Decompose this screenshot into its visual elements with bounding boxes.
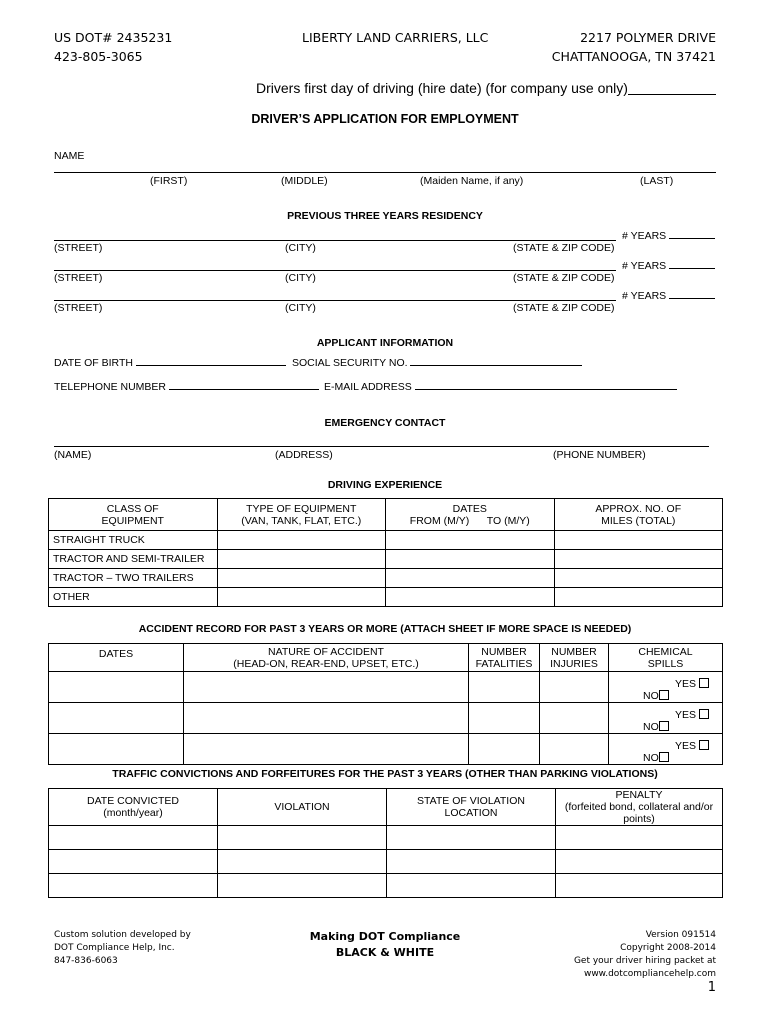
residency-state-caption-3: (STATE & ZIP CODE): [513, 302, 615, 314]
table-row: [49, 850, 723, 874]
traffic-cell-violation[interactable]: [218, 850, 387, 874]
driving-cell-dates[interactable]: [386, 531, 555, 550]
company-address-line2: CHATTANOOGA, TN 37421: [551, 49, 716, 64]
company-phone: 423-805-3065: [54, 49, 143, 64]
driving-row-label: TRACTOR – TWO TRAILERS: [49, 569, 218, 588]
traffic-heading: TRAFFIC CONVICTIONS AND FORFEITURES FOR THE PAST 3 YEARS (OTHER THAN PARKING VIOLATIONS): [112, 768, 658, 780]
page-number: 1: [707, 980, 716, 995]
footer-phone: 847-836-6063: [54, 956, 118, 966]
residency-heading: PREVIOUS THREE YEARS RESIDENCY: [287, 210, 483, 222]
company-address-line1: 2217 POLYMER DRIVE: [580, 30, 716, 45]
accident-col-nature: NATURE OF ACCIDENT (HEAD-ON, REAR-END, UPSET, ETC.): [184, 644, 469, 672]
accident-cell-injuries[interactable]: [540, 734, 609, 765]
driving-row-label: STRAIGHT TRUCK: [49, 531, 218, 550]
accident-col-injuries: NUMBER INJURIES: [540, 644, 609, 672]
traffic-cell-date[interactable]: [49, 874, 218, 898]
residency-state-caption-2: (STATE & ZIP CODE): [513, 272, 615, 284]
hire-date-field[interactable]: [628, 94, 716, 95]
traffic-convictions-table: [48, 788, 723, 898]
accident-cell-date[interactable]: [49, 703, 184, 734]
traffic-cell-state[interactable]: [387, 850, 556, 874]
residency-city-caption-1: (CITY): [285, 242, 316, 254]
name-middle-caption: (MIDDLE): [281, 175, 328, 187]
name-field[interactable]: [54, 172, 716, 173]
footer-website: www.dotcompliancehelp.com: [583, 969, 716, 979]
emergency-heading: EMERGENCY CONTACT: [324, 417, 446, 429]
driving-cell-type[interactable]: [217, 588, 386, 607]
accident-cell-injuries[interactable]: [540, 672, 609, 703]
driving-cell-dates[interactable]: [386, 569, 555, 588]
driving-cell-dates[interactable]: [386, 550, 555, 569]
table-row: [49, 826, 723, 850]
footer-company: DOT Compliance Help, Inc.: [54, 943, 175, 953]
header-left: [54, 28, 172, 66]
dob-label: DATE OF BIRTH: [54, 357, 286, 369]
residency-state-caption-1: (STATE & ZIP CODE): [513, 242, 615, 254]
traffic-col-violation: VIOLATION: [218, 789, 387, 826]
traffic-col-penalty: PENALTY (forfeited bond, collateral and/or points): [556, 789, 723, 826]
residency-years-field-3[interactable]: [669, 298, 715, 299]
accident-col-fatalities: NUMBER FATALITIES: [469, 644, 540, 672]
accident-heading: ACCIDENT RECORD FOR PAST 3 YEARS OR MORE (ATTACH SHEET IF MORE SPACE IS NEEDED): [138, 623, 632, 635]
spills-no-checkbox[interactable]: [659, 752, 669, 762]
spills-cell: YES NO: [609, 672, 723, 703]
telephone-field[interactable]: [169, 389, 319, 390]
table-row: [49, 550, 723, 569]
residency-city-caption-3: (CITY): [285, 302, 316, 314]
form-title: DRIVER’S APPLICATION FOR EMPLOYMENT: [251, 112, 519, 126]
driving-row-label: TRACTOR AND SEMI-TRAILER: [49, 550, 218, 569]
traffic-cell-date[interactable]: [49, 850, 218, 874]
ssn-field[interactable]: [410, 365, 582, 366]
hire-date-label: Drivers first day of driving (hire date) (for company use only): [256, 80, 628, 96]
spills-yes-checkbox[interactable]: [699, 740, 709, 750]
applicant-heading: APPLICANT INFORMATION: [316, 337, 454, 349]
traffic-col-state: STATE OF VIOLATION LOCATION: [387, 789, 556, 826]
accident-record-table: [48, 643, 723, 765]
residency-street-caption-3: (STREET): [54, 302, 103, 314]
footer-tagline: Making DOT Compliance: [309, 930, 461, 943]
ssn-label: SOCIAL SECURITY NO.: [292, 357, 582, 369]
name-maiden-caption: (Maiden Name, if any): [420, 175, 524, 187]
name-first-caption: (FIRST): [150, 175, 188, 187]
driving-row-label: OTHER: [49, 588, 218, 607]
traffic-cell-state[interactable]: [387, 826, 556, 850]
residency-years-field-1[interactable]: [669, 238, 715, 239]
driving-cell-dates[interactable]: [386, 588, 555, 607]
driving-cell-type[interactable]: [217, 569, 386, 588]
traffic-header-row: [49, 789, 723, 826]
name-last-caption: (LAST): [640, 175, 674, 187]
email-label: E-MAIL ADDRESS: [324, 381, 677, 393]
accident-cell-nature[interactable]: [184, 703, 469, 734]
traffic-col-date: DATE CONVICTED (month/year): [49, 789, 218, 826]
residency-city-caption-2: (CITY): [285, 272, 316, 284]
accident-cell-date[interactable]: [49, 734, 184, 765]
footer-right: [574, 929, 716, 981]
traffic-cell-date[interactable]: [49, 826, 218, 850]
emergency-phone-caption: (PHONE NUMBER): [553, 449, 646, 461]
accident-cell-injuries[interactable]: [540, 703, 609, 734]
driving-cell-miles[interactable]: [554, 569, 722, 588]
spills-cell: YES NO: [609, 734, 723, 765]
company-name: LIBERTY LAND CARRIERS, LLC: [302, 30, 489, 45]
dot-number: US DOT# 2435231: [54, 30, 173, 45]
driving-cell-miles[interactable]: [554, 588, 722, 607]
accident-cell-date[interactable]: [49, 672, 184, 703]
spills-cell: YES NO: [609, 703, 723, 734]
table-row: [49, 703, 723, 734]
driving-col-class: CLASS OF EQUIPMENT: [49, 499, 218, 531]
traffic-cell-state[interactable]: [387, 874, 556, 898]
table-row: [49, 672, 723, 703]
residency-street-caption-1: (STREET): [54, 242, 103, 254]
residency-address-field-1[interactable]: [54, 240, 616, 241]
table-row: [49, 569, 723, 588]
table-row: [49, 531, 723, 550]
spills-no-checkbox[interactable]: [659, 721, 669, 731]
driving-experience-table: [48, 498, 723, 607]
accident-cell-nature[interactable]: [184, 734, 469, 765]
spills-yes-checkbox[interactable]: [699, 709, 709, 719]
emergency-name-caption: (NAME): [54, 449, 92, 461]
traffic-cell-violation[interactable]: [218, 874, 387, 898]
dob-field[interactable]: [136, 365, 286, 366]
accident-col-spills: CHEMICAL SPILLS: [609, 644, 723, 672]
footer-version: Version 091514: [645, 930, 716, 940]
emergency-contact-field[interactable]: [54, 446, 709, 447]
traffic-cell-penalty[interactable]: [556, 874, 723, 898]
accident-header-row: [49, 644, 723, 672]
traffic-cell-penalty[interactable]: [556, 826, 723, 850]
header-right: [552, 28, 716, 66]
driving-cell-miles[interactable]: [554, 550, 722, 569]
driving-cell-type[interactable]: [217, 531, 386, 550]
email-field[interactable]: [415, 389, 677, 390]
footer-left: [54, 929, 191, 968]
residency-address-field-3[interactable]: [54, 300, 616, 301]
driving-cell-type[interactable]: [217, 550, 386, 569]
table-row: [49, 874, 723, 898]
accident-cell-nature[interactable]: [184, 672, 469, 703]
residency-years-label-3: # YEARS: [622, 290, 715, 302]
table-row: [49, 734, 723, 765]
telephone-label: TELEPHONE NUMBER: [54, 381, 319, 393]
driving-col-dates: DATES FROM (M/Y) TO (M/Y): [386, 499, 555, 531]
spills-no-checkbox[interactable]: [659, 690, 669, 700]
footer-tagline-sub: BLACK & WHITE: [335, 946, 435, 959]
residency-years-label-1: # YEARS: [622, 230, 715, 242]
accident-col-dates: DATES: [49, 644, 184, 672]
driving-header-row: [49, 499, 723, 531]
driving-col-type: TYPE OF EQUIPMENT (VAN, TANK, FLAT, ETC.): [217, 499, 386, 531]
accident-cell-fatalities[interactable]: [469, 672, 540, 703]
emergency-address-caption: (ADDRESS): [275, 449, 333, 461]
driving-heading: DRIVING EXPERIENCE: [327, 479, 443, 491]
table-row: [49, 588, 723, 607]
residency-street-caption-2: (STREET): [54, 272, 103, 284]
traffic-cell-penalty[interactable]: [556, 850, 723, 874]
residency-address-field-2[interactable]: [54, 270, 616, 271]
accident-cell-fatalities[interactable]: [469, 703, 540, 734]
spills-yes-checkbox[interactable]: [699, 678, 709, 688]
residency-years-label-2: # YEARS: [622, 260, 715, 272]
footer-copyright: Copyright 2008-2014: [620, 943, 716, 953]
footer-center: [300, 929, 470, 961]
driving-col-miles: APPROX. NO. OF MILES (TOTAL): [554, 499, 722, 531]
driving-cell-miles[interactable]: [554, 531, 722, 550]
accident-cell-fatalities[interactable]: [469, 734, 540, 765]
name-label: NAME: [54, 150, 85, 162]
footer-packet: Get your driver hiring packet at: [573, 956, 716, 966]
residency-years-field-2[interactable]: [669, 268, 715, 269]
traffic-cell-violation[interactable]: [218, 826, 387, 850]
footer-developer: Custom solution developed by: [54, 930, 191, 940]
